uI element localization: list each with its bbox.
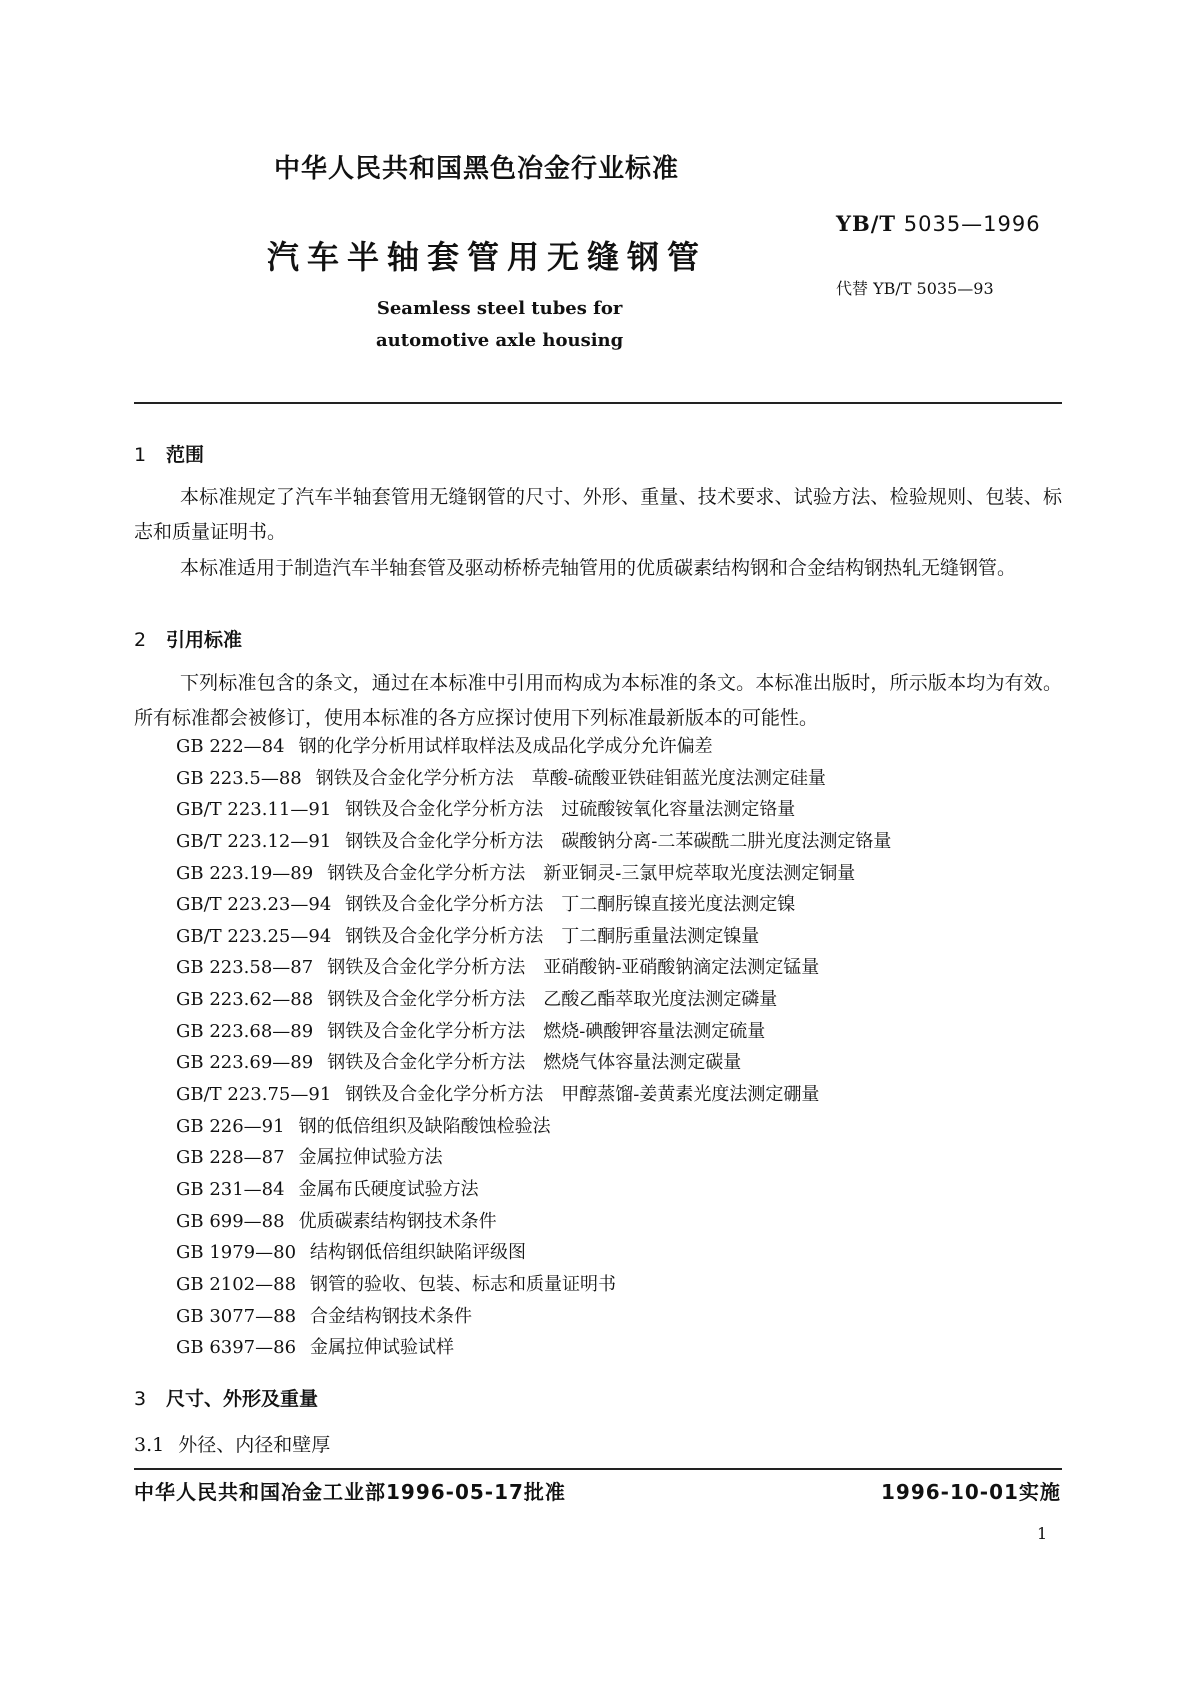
- reference-code: GB/T 223.23—94: [176, 894, 332, 916]
- reference-code: GB/T 223.12—91: [176, 830, 332, 852]
- reference-item: [176, 1079, 1056, 1111]
- section-1-paragraph-2: 本标准适用于制造汽车半轴套管及驱动桥桥壳轴管用的优质碳素结构钢和合金结构钢热轧无缝钢管。: [180, 557, 1017, 579]
- reference-title: 钢铁及合金化学分析方法 碳酸钠分离-二苯碳酰二肼光度法测定铬量: [345, 830, 892, 852]
- reference-item: [176, 984, 1056, 1016]
- reference-title: 钢管的验收、包装、标志和质量证明书: [310, 1273, 617, 1295]
- reference-item: [176, 826, 1056, 858]
- title-en-line-1: Seamless steel tubes for: [376, 298, 623, 319]
- reference-title: 钢铁及合金化学分析方法 新亚铜灵-三氯甲烷萃取光度法测定铜量: [327, 862, 856, 884]
- reference-code: GB 223.19—89: [176, 862, 314, 884]
- header-divider: [134, 402, 1062, 404]
- reference-item: [176, 1174, 1056, 1206]
- section-number: 2: [134, 629, 147, 651]
- standard-code-prefix: YB/T: [836, 211, 897, 236]
- document-title-cn: 汽车半轴套管用无缝钢管: [267, 238, 708, 276]
- reference-code: GB 6397—86: [176, 1337, 297, 1359]
- section-1-paragraph-1: 本标准规定了汽车半轴套管用无缝钢管的尺寸、外形、重量、技术要求、试验方法、检验规则、包装、标志和质量证明书。: [134, 486, 1062, 543]
- reference-title: 钢铁及合金化学分析方法 草酸-硫酸亚铁硅钼蓝光度法测定硅量: [315, 767, 826, 789]
- reference-code: GB 226—91: [176, 1115, 285, 1137]
- section-number: 3: [134, 1388, 147, 1410]
- reference-title: 钢铁及合金化学分析方法 过硫酸铵氧化容量法测定铬量: [345, 799, 796, 821]
- reference-title: 金属布氏硬度试验方法: [298, 1178, 479, 1200]
- reference-title: 钢铁及合金化学分析方法 燃烧-碘酸钾容量法测定硫量: [327, 1020, 766, 1042]
- reference-item: [176, 763, 1056, 795]
- reference-item: [176, 889, 1056, 921]
- reference-title: 金属拉伸试验方法: [298, 1147, 443, 1169]
- reference-code: GB 2102—88: [176, 1273, 297, 1295]
- title-en-line-2: automotive axle housing: [376, 330, 624, 351]
- reference-item: [176, 1016, 1056, 1048]
- reference-title: 钢的低倍组织及缺陷酸蚀检验法: [298, 1115, 551, 1137]
- subsection-title: 外径、内径和壁厚: [178, 1434, 331, 1456]
- subsection-number: 3.1: [134, 1434, 165, 1456]
- reference-item: [176, 1142, 1056, 1174]
- reference-item: [176, 731, 1056, 763]
- section-2-paragraph: 下列标准包含的条文，通过在本标准中引用而构成为本标准的条文。本标准出版时，所示版本均为有效。所有标准都会被修订，使用本标准的各方应探讨使用下列标准最新版本的可能性。: [134, 672, 1062, 729]
- reference-item: [176, 1301, 1056, 1333]
- reference-item: [176, 1206, 1056, 1238]
- reference-code: GB/T 223.25—94: [176, 925, 332, 947]
- replaces-note: 代替 YB/T 5035—93: [836, 279, 994, 298]
- reference-code: GB 223.69—89: [176, 1052, 314, 1074]
- reference-title: 钢铁及合金化学分析方法 甲醇蒸馏-姜黄素光度法测定硼量: [345, 1084, 820, 1106]
- reference-item: [176, 1047, 1056, 1079]
- reference-code: GB/T 223.75—91: [176, 1084, 332, 1106]
- reference-code: GB 222—84: [176, 736, 285, 757]
- document-title-en: [376, 293, 623, 357]
- section-1-heading: [134, 440, 204, 467]
- reference-title: 钢铁及合金化学分析方法 乙酸乙酯萃取光度法测定磷量: [327, 989, 778, 1011]
- reference-code: GB 699—88: [176, 1210, 285, 1232]
- subsection-3-1: [134, 1430, 330, 1457]
- reference-item: [176, 1237, 1056, 1269]
- section-3-heading: [134, 1384, 318, 1411]
- normative-references-list: [176, 731, 1056, 1364]
- reference-title: 优质碳素结构钢技术条件: [298, 1210, 497, 1232]
- reference-title: 金属拉伸试验试样: [310, 1337, 455, 1359]
- reference-title: 结构钢低倍组织缺陷评级图: [310, 1242, 527, 1264]
- section-2-heading: [134, 625, 242, 652]
- reference-item: [176, 858, 1056, 890]
- reference-item: [176, 794, 1056, 826]
- reference-title: 钢的化学分析用试样取样法及成品化学成分允许偏差: [298, 736, 713, 757]
- reference-item: [176, 921, 1056, 953]
- effective-date: 1996-10-01实施: [881, 1480, 1061, 1504]
- reference-item: [176, 1332, 1056, 1364]
- reference-item: [176, 952, 1056, 984]
- reference-code: GB 223.5—88: [176, 767, 302, 789]
- reference-title: 钢铁及合金化学分析方法 亚硝酸钠-亚硝酸钠滴定法测定锰量: [327, 957, 820, 979]
- reference-code: GB 3077—88: [176, 1305, 297, 1327]
- page-number: 1: [1037, 1524, 1048, 1543]
- section-title: 尺寸、外形及重量: [166, 1388, 319, 1410]
- reference-item: [176, 1269, 1056, 1301]
- reference-code: GB 1979—80: [176, 1242, 297, 1264]
- standard-code: [836, 211, 1041, 236]
- footer-divider: [134, 1468, 1062, 1470]
- reference-title: 钢铁及合金化学分析方法 燃烧气体容量法测定碳量: [327, 1052, 742, 1074]
- approval-note: 中华人民共和国冶金工业部1996-05-17批准: [134, 1480, 566, 1504]
- reference-code: GB/T 223.11—91: [176, 799, 332, 821]
- issuing-body: 中华人民共和国黑色冶金行业标准: [274, 154, 680, 184]
- reference-code: GB 223.58—87: [176, 957, 314, 979]
- section-number: 1: [134, 444, 147, 466]
- reference-title: 钢铁及合金化学分析方法 丁二酮肟镍直接光度法测定镍: [345, 894, 796, 916]
- section-title: 范围: [166, 444, 205, 466]
- section-title: 引用标准: [166, 629, 243, 651]
- reference-code: GB 223.62—88: [176, 989, 314, 1011]
- reference-code: GB 228—87: [176, 1147, 285, 1169]
- reference-code: GB 223.68—89: [176, 1020, 314, 1042]
- reference-title: 钢铁及合金化学分析方法 丁二酮肟重量法测定镍量: [345, 925, 760, 947]
- reference-code: GB 231—84: [176, 1178, 285, 1200]
- reference-item: [176, 1111, 1056, 1143]
- standard-code-number: 5035—1996: [903, 212, 1041, 236]
- reference-title: 合金结构钢技术条件: [310, 1305, 473, 1327]
